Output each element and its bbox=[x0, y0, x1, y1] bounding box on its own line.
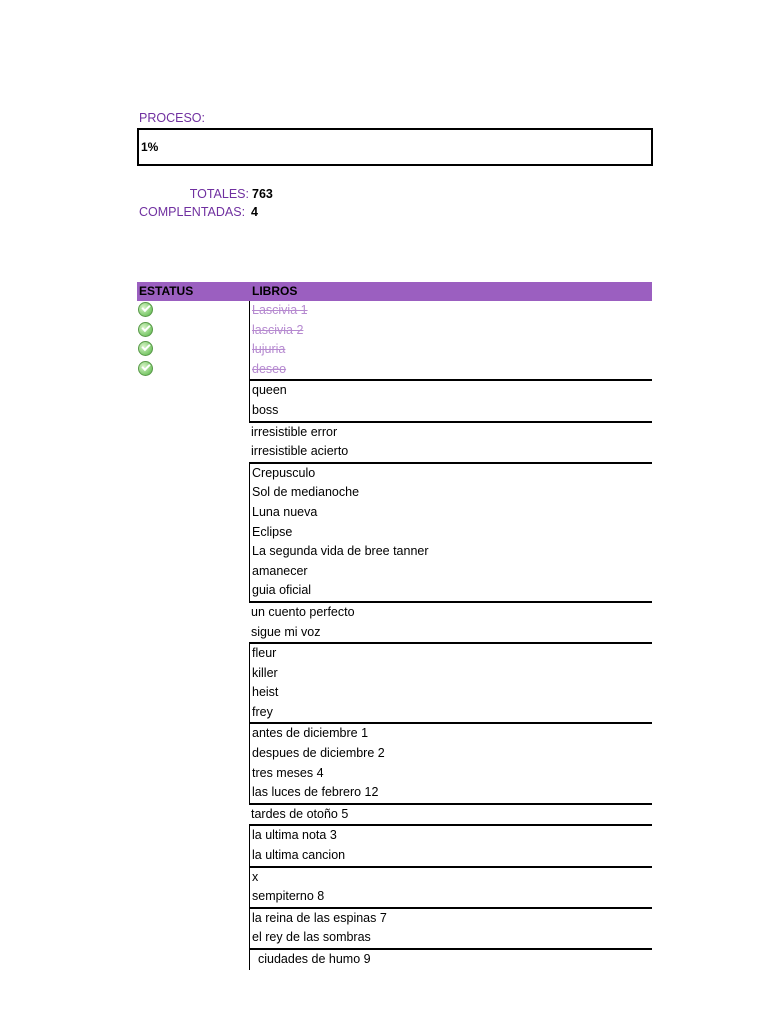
book-cell[interactable]: la reina de las espinas 7 bbox=[252, 910, 387, 925]
book-cell[interactable]: guia oficial bbox=[252, 583, 312, 598]
book-cell[interactable]: amanecer bbox=[252, 563, 308, 578]
header-libros[interactable]: LIBROS bbox=[252, 284, 298, 298]
status-column bbox=[137, 302, 161, 381]
book-group bbox=[249, 644, 652, 724]
book-cell[interactable]: frey bbox=[252, 704, 273, 719]
proceso-label: PROCESO: bbox=[139, 111, 205, 125]
completadas-value[interactable]: 4 bbox=[251, 205, 258, 219]
book-cell[interactable]: irresistible error bbox=[251, 424, 338, 439]
book-cell[interactable]: un cuento perfecto bbox=[251, 604, 355, 619]
book-cell[interactable]: heist bbox=[252, 685, 279, 700]
check-circle-icon bbox=[138, 322, 153, 337]
book-cell[interactable]: deseo bbox=[252, 361, 287, 376]
book-cell[interactable]: Sol de medianoche bbox=[252, 485, 360, 500]
header-estatus[interactable]: ESTATUS bbox=[139, 284, 194, 298]
book-group bbox=[249, 603, 652, 644]
book-cell[interactable]: Crepusculo bbox=[252, 465, 316, 480]
book-cell[interactable]: sigue mi voz bbox=[251, 624, 321, 639]
book-group bbox=[249, 909, 652, 950]
book-cell[interactable]: fleur bbox=[252, 646, 277, 661]
completadas-row bbox=[139, 203, 258, 221]
book-group bbox=[249, 464, 652, 603]
book-group bbox=[249, 423, 652, 464]
book-group bbox=[249, 950, 652, 970]
book-cell[interactable]: Eclipse bbox=[252, 524, 293, 539]
book-cell[interactable]: antes de diciembre 1 bbox=[252, 726, 369, 741]
book-cell[interactable]: la ultima cancion bbox=[252, 848, 346, 863]
book-group bbox=[249, 868, 652, 909]
totales-label: TOTALES: bbox=[189, 187, 249, 201]
book-group bbox=[249, 301, 652, 381]
proceso-value: 1% bbox=[141, 140, 159, 154]
book-cell[interactable]: la ultima nota 3 bbox=[252, 828, 337, 843]
check-circle-icon bbox=[138, 302, 153, 317]
book-cell[interactable]: Lascivia 1 bbox=[252, 303, 308, 317]
check-circle-icon bbox=[138, 341, 153, 356]
proceso-cell[interactable] bbox=[137, 128, 653, 166]
book-cell[interactable]: sempiterno 8 bbox=[252, 889, 325, 904]
book-cell[interactable]: tres meses 4 bbox=[252, 765, 324, 780]
book-cell[interactable]: boss bbox=[252, 402, 279, 417]
check-circle-icon bbox=[138, 361, 153, 376]
book-cell[interactable]: Luna nueva bbox=[252, 504, 318, 519]
completadas-label: COMPLENTADAS: bbox=[139, 205, 246, 219]
book-cell[interactable]: killer bbox=[252, 665, 278, 680]
book-cell[interactable]: irresistible acierto bbox=[251, 444, 349, 459]
book-cell[interactable]: las luces de febrero 12 bbox=[252, 785, 379, 800]
book-cell[interactable]: ciudades de humo 9 bbox=[258, 952, 371, 966]
totales-value[interactable]: 763 bbox=[252, 187, 273, 201]
book-group bbox=[249, 381, 652, 422]
table-header bbox=[137, 282, 652, 301]
book-cell[interactable]: x bbox=[252, 869, 259, 884]
book-cell[interactable]: La segunda vida de bree tanner bbox=[252, 544, 429, 559]
book-group bbox=[249, 805, 652, 827]
book-cell[interactable]: queen bbox=[252, 383, 287, 398]
book-cell[interactable]: el rey de las sombras bbox=[252, 930, 371, 945]
book-cell[interactable]: lascivia 2 bbox=[252, 322, 304, 337]
book-cell[interactable]: despues de diciembre 2 bbox=[252, 746, 385, 761]
book-group bbox=[249, 826, 652, 867]
book-group bbox=[249, 724, 652, 804]
totales-row bbox=[139, 185, 273, 203]
book-cell[interactable]: lujuria bbox=[252, 342, 286, 357]
books-list bbox=[249, 301, 652, 970]
book-cell[interactable]: tardes de otoño 5 bbox=[251, 806, 349, 821]
